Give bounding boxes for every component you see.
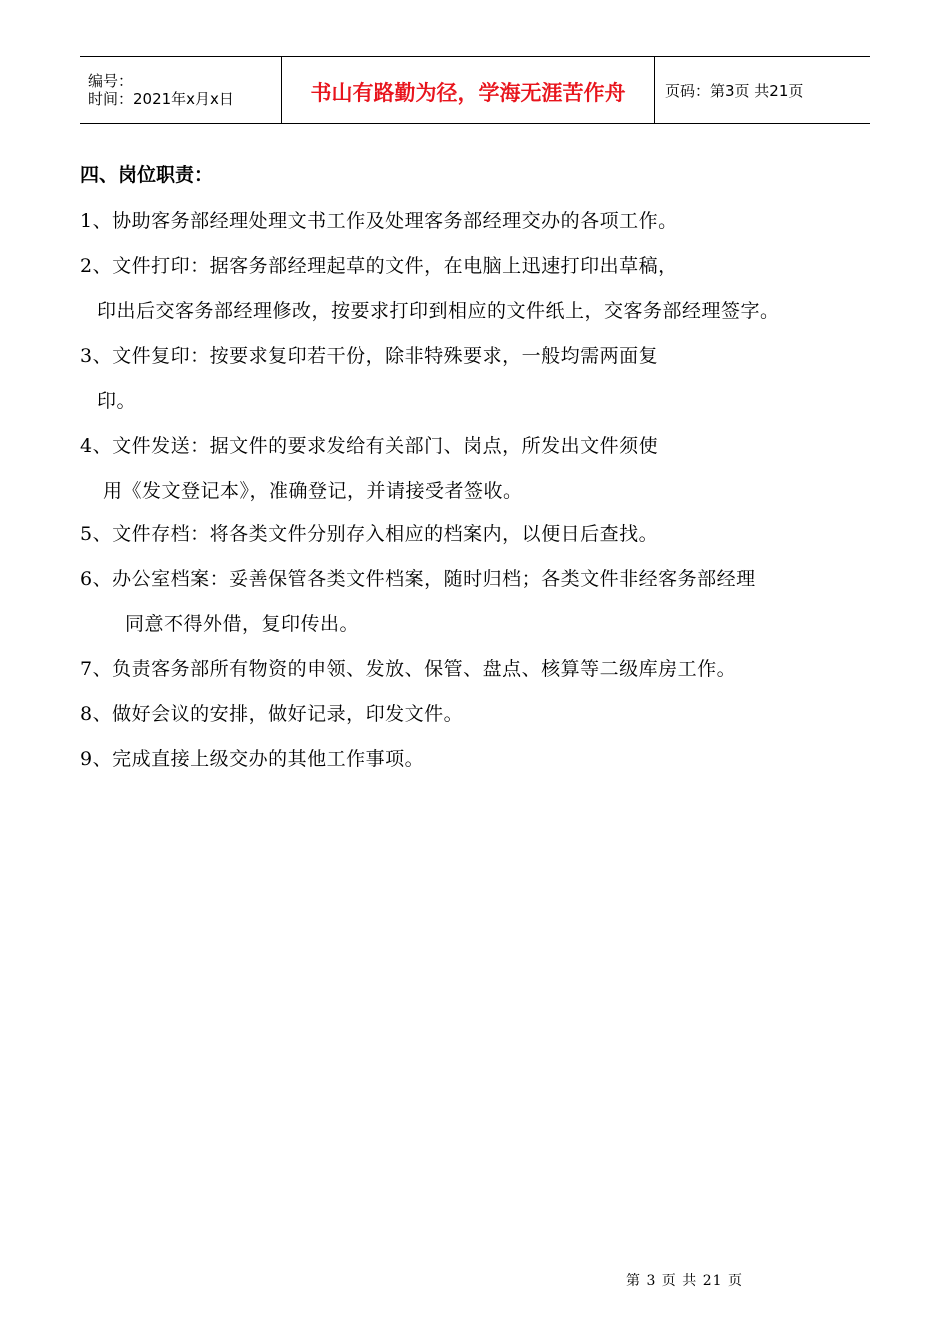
duty-item-8: 8、做好会议的安排，做好记录，印发文件。 [80,703,464,725]
duty-item-1: 1、协助客务部经理处理文书工作及处理客务部经理交办的各项工作。 [80,210,678,232]
document-number-label: 编号： [88,72,134,90]
duty-item-6: 6、办公室档案：妥善保管各类文件档案，随时归档；各类文件非经客务部经理 [80,568,756,590]
page-footer: 第 3 页 共 21 页 [626,1273,743,1289]
duty-item-6-continued: 同意不得外借，复印传出。 [125,613,360,635]
duty-item-7: 7、负责客务部所有物资的申领、发放、保管、盘点、核算等二级库房工作。 [80,658,737,680]
duty-item-4: 4、文件发送：据文件的要求发给有关部门、岗点，所发出文件须使 [80,435,659,457]
duty-item-3: 3、文件复印：按要求复印若干份，除非特殊要求，一般均需两面复 [80,345,659,367]
duty-item-9: 9、完成直接上级交办的其他工作事项。 [80,748,425,770]
document-time: 时间：2021年x月x日 [88,90,234,108]
section-title: 四、岗位职责： [80,164,214,186]
header-motto: 书山有路勤为径，学海无涯苦作舟 [281,57,655,123]
duty-item-4-continued: 用《发文登记本》，准确登记，并请接受者签收。 [103,480,523,502]
header-page-code: 页码：第3页 共21页 [665,81,804,100]
duty-item-3-continued: 印。 [97,390,137,412]
duty-item-5: 5、文件存档：将各类文件分别存入相应的档案内，以便日后查找。 [80,523,659,545]
document-header [80,56,870,124]
duty-item-2-continued: 印出后交客务部经理修改，按要求打印到相应的文件纸上，交客务部经理签字。 [97,300,780,322]
header-meta [80,57,281,123]
duty-item-2: 2、文件打印：据客务部经理起草的文件，在电脑上迅速打印出草稿， [80,255,678,277]
